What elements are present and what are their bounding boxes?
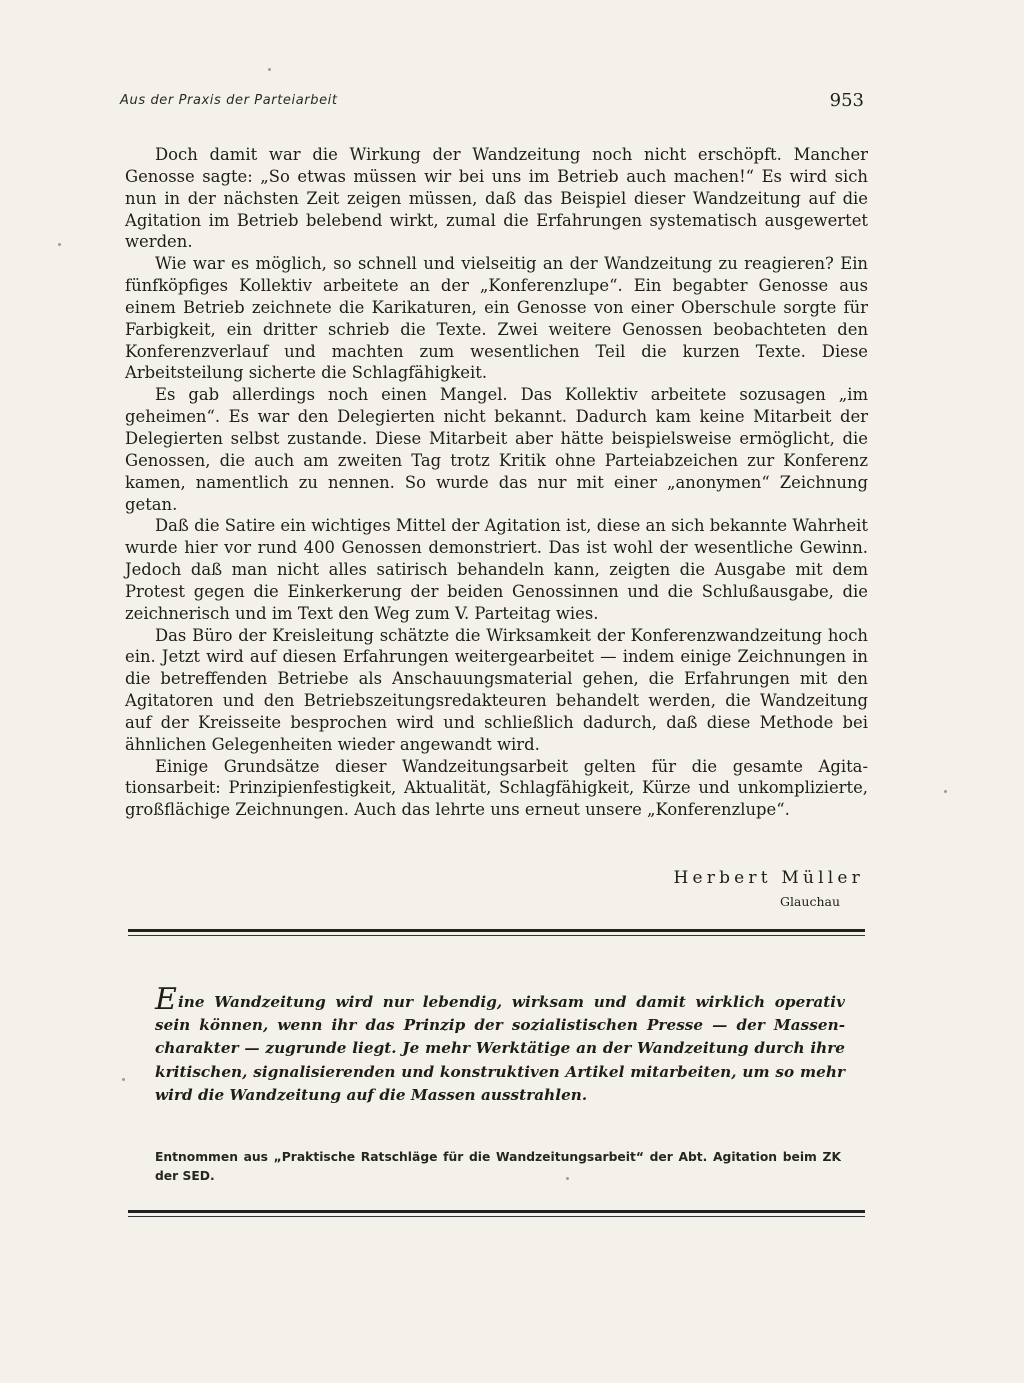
author-signature: [600, 867, 864, 910]
author-name: Herbert Müller: [673, 868, 864, 888]
scan-speck: [268, 68, 271, 71]
paragraph-1: Doch damit war die Wirkung der Wandzeitung noch nicht erschöpft. Mancher Genosse sagte: „So etwas müssen wir bei uns im Betrieb auch machen!“ Es wird sich nun in der nächsten Zeit zeigen müssen, daß das Beispiel dieser Wandzeitung auf die Agitation im Betrieb belebend wirkt, zumal die Erfahrungen systematisch ausgewertet werden.: [125, 145, 868, 252]
page-header: [120, 90, 870, 114]
paragraph-5: Das Büro der Kreisleitung schätzte die Wirksamkeit der Konferenzwandzeitung hoch ein. Jetzt wird auf diesen Erfahrungen weitergearbeitet — indem einige Zeichnungen in die betreffenden Betriebe als Anschauungsmaterial gehen, die Erfahrungen mit den Agitatoren und den Betriebszeitungsredakteuren behandelt werden, die Wandzeitung auf der Kreisseite besprochen wird und schließlich dadurch, daß diese Methode bei ähnlichen Gelegenheiten wieder angewandt wird.: [125, 625, 868, 754]
paragraph-6: Einige Grundsätze dieser Wandzeitungsarbeit gelten für die gesamte Agitationsarbeit: Prinzipienfestigkeit, Aktualität, Schlagfähigkeit, Kürze und unkomplizierte, großflächige Zeichnungen. Auch das lehrte uns erneut unsere „Konferenzlupe“.: [125, 756, 868, 820]
page-number: 953: [829, 90, 864, 111]
author-place: Glauchau: [779, 894, 840, 909]
quote-body: ine Wandzeitung wird nur lebendig, wirksam und damit wirklich operativ sein können, wenn ihr das Prinzip der sozialistischen Presse — der Massencharakter — zugrunde liegt. Je mehr Werktätige an der Wandzeitung durch ihre kritischen, signalisierenden und konstruktiven Artikel mitarbeiten, um so mehr wird die Wandzeitung auf die Massen ausstrahlen.: [155, 993, 845, 1104]
scan-speck: [566, 1177, 569, 1180]
paragraph-2: Wie war es möglich, so schnell und vielseitig an der Wandzeitung zu reagieren? Ein fünfköpfiges Kollektiv arbeitete an der „Konferenzlupe“. Ein begabter Genosse aus einem Betrieb zeichnete die Karikaturen, ein Genosse von einer Oberschule sorgte für Farbigkeit, ein dritter schrieb die Texte. Zwei weitere Genossen beobachteten den Konferenzverlauf und machten zum wesentlichen Teil die kurzen Texte. Diese Arbeitsteilung sicherte die Schlagfähigkeit.: [125, 254, 868, 383]
scan-speck: [58, 243, 61, 246]
article-body: [125, 144, 868, 821]
source-note: Entnommen aus „Praktische Ratschläge für die Wandzeitungsarbeit“ der Abt. Agitation beim ZK der SED.: [155, 1150, 841, 1183]
paragraph-4: Daß die Satire ein wichtiges Mittel der Agitation ist, diese an sich bekannte Wahrheit wurde hier vor rund 400 Genossen demonstriert. Das ist wohl der wesentliche Gewinn. Jedoch daß man nicht alles satirisch behandeln kann, zeigten die Ausgabe mit dem Protest gegen die Einkerkerung der beiden Genossinnen und die Schlußausgabe, die zeichnerisch und im Text den Weg zum V. Parteitag wies.: [125, 516, 868, 623]
quote-box: [155, 982, 845, 1107]
quote-text: [155, 982, 845, 1107]
scan-speck: [944, 790, 947, 793]
top-double-rule: [128, 929, 865, 932]
running-title: Aus der Praxis der Parteiarbeit: [120, 93, 338, 108]
quote-initial: E: [155, 982, 177, 1017]
scan-speck: [122, 1078, 125, 1081]
bottom-double-rule: [128, 1210, 865, 1213]
paragraph-3: Es gab allerdings noch einen Mangel. Das Kollektiv arbeitete sozusagen „im geheimen“. Es war den Delegierten nicht bekannt. Dadurch kam keine Mitarbeit der Delegierten selbst zustande. Diese Mitarbeit aber hätte beispielsweise ermöglicht, die Genossen, die auch am zweiten Tag trotz Kritik ohne Parteiabzeichen zur Konferenz kamen, namentlich zu nennen. So wurde das nur mit einer „anonymen“ Zeichnung getan.: [125, 385, 868, 514]
